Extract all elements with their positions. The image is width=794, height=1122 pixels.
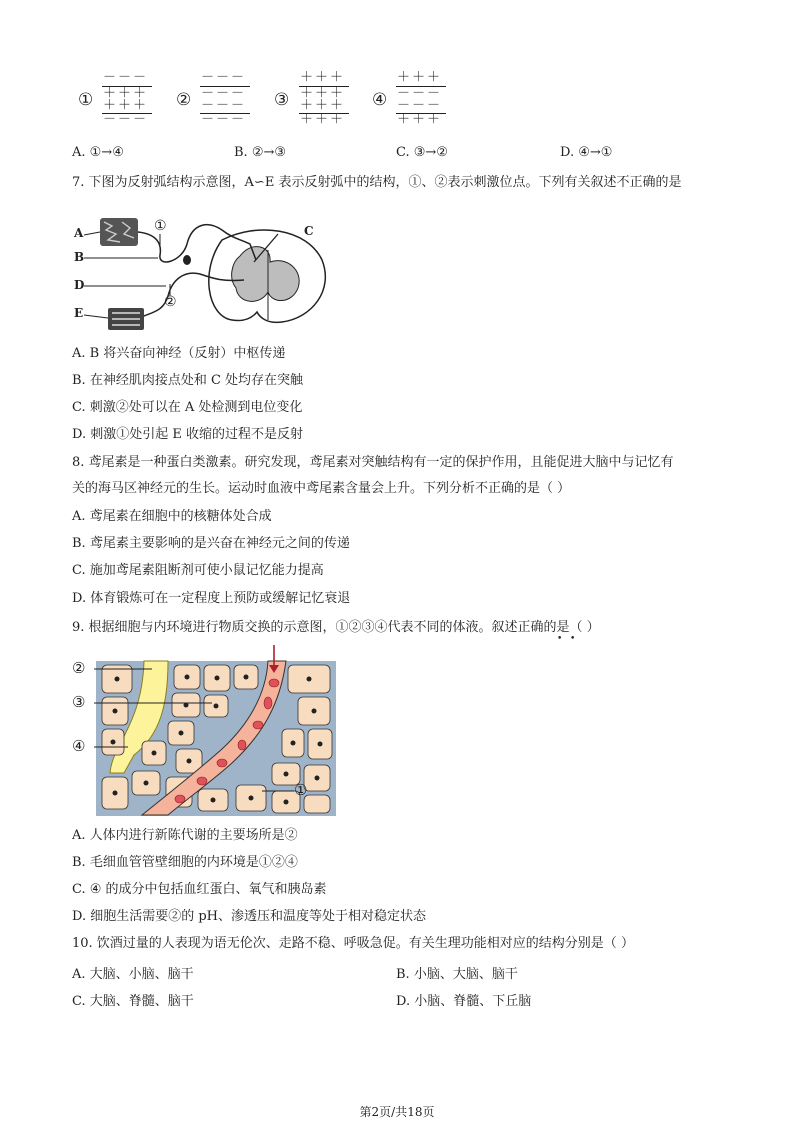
membrane-2-row-3: －－－ <box>201 98 247 113</box>
membrane-3-row-1: ＋＋＋ <box>300 70 346 85</box>
membrane-label-4: ④ <box>372 90 388 110</box>
label-1: ① <box>294 781 308 799</box>
q9-stem: 9. 根据细胞与内环境进行物质交换的示意图，①②③④代表不同的体液。叙述正确的是（ ） <box>72 620 600 635</box>
q8-option-b[interactable]: B. 鸢尾素主要影响的是兴奋在神经元之间的传递 <box>72 536 350 551</box>
label-e: E <box>74 306 84 320</box>
q10-option-d[interactable]: D. 小脑、脊髓、下丘脑 <box>396 994 532 1009</box>
label-a: A <box>74 226 84 240</box>
q8-stem-line-1: 8. 鸢尾素是一种蛋白类激素。研究发现，鸢尾素对突触结构有一定的保护作用，且能促进大脑中与记忆有 <box>72 455 674 470</box>
membrane-1-row-1: －－－ <box>103 70 149 85</box>
q6-option-b[interactable]: B. ②→③ <box>234 145 287 160</box>
q8-stem-line-2: 关的海马区神经元的生长。运动时血液中鸢尾素含量会上升。下列分析不正确的是（ ） <box>72 481 571 496</box>
membrane-4-row-1: ＋＋＋ <box>397 70 443 85</box>
reflex-arc-drawing <box>72 200 332 340</box>
membrane-3-row-4: ＋＋＋ <box>300 112 346 127</box>
q6-option-a[interactable]: A. ①→④ <box>72 145 124 160</box>
membrane-4-row-2: －－－ <box>397 86 443 101</box>
label-point-1: ① <box>154 218 167 234</box>
membrane-2-row-4: －－－ <box>201 112 247 127</box>
ganglion-shape <box>183 255 191 265</box>
receptor-a-shape <box>100 218 138 246</box>
q9-option-b[interactable]: B. 毛细血管管壁细胞的内环境是①②④ <box>72 855 298 870</box>
membrane-4-row-3: －－－ <box>397 98 443 113</box>
label-point-2: ② <box>164 294 177 310</box>
membrane-4-row-4: ＋＋＋ <box>397 112 443 127</box>
label-b: B <box>74 250 85 264</box>
effector-e-shape <box>108 308 144 330</box>
q6-option-d[interactable]: D. ④→① <box>560 145 613 160</box>
spinal-cord-shape <box>209 230 326 322</box>
membrane-label-3: ③ <box>274 90 290 110</box>
q7-option-d[interactable]: D. 刺激①处引起 E 收缩的过程不是反射 <box>72 427 303 442</box>
membrane-label-2: ② <box>176 90 192 110</box>
q10-stem: 10. 饮酒过量的人表现为语无伦次、走路不稳、呼吸急促。有关生理功能相对应的结构分别是（ ） <box>72 936 634 951</box>
q8-option-d[interactable]: D. 体育锻炼可在一定程度上预防或缓解记忆衰退 <box>72 591 351 606</box>
label-4: ④ <box>72 737 86 755</box>
body-fluid-figure <box>72 645 342 820</box>
q8-option-a[interactable]: A. 鸢尾素在细胞中的核糖体处合成 <box>72 509 272 524</box>
label-3: ③ <box>72 693 86 711</box>
membrane-2-row-2: －－－ <box>201 86 247 101</box>
label-2: ② <box>72 659 86 677</box>
q7-option-a[interactable]: A. B 将兴奋向神经（反射）中枢传递 <box>72 346 286 361</box>
label-c: C <box>304 224 314 238</box>
q7-option-b[interactable]: B. 在神经肌肉接点处和 C 处均存在突触 <box>72 373 304 388</box>
q6-option-c[interactable]: C. ③→② <box>396 145 448 160</box>
q10-option-a[interactable]: A. 大脑、小脑、脑干 <box>72 967 194 982</box>
membrane-label-1: ① <box>78 90 94 110</box>
emphasis-dot-1: • <box>557 634 563 644</box>
q7-option-c[interactable]: C. 刺激②处可以在 A 处检测到电位变化 <box>72 400 303 415</box>
q7-stem: 7. 下图为反射弧结构示意图，A∽E 表示反射弧中的结构，①、②表示刺激位点。下列有关叙述不正确的是 <box>72 175 682 190</box>
emphasis-dot-2: • <box>570 634 576 644</box>
label-d: D <box>74 278 85 292</box>
membrane-1-row-3: ＋＋＋ <box>103 98 149 113</box>
membrane-3-row-3: ＋＋＋ <box>300 98 346 113</box>
q9-option-d[interactable]: D. 细胞生活需要②的 pH、渗透压和温度等处于相对稳定状态 <box>72 909 427 924</box>
page-number: 第2页/共18页 <box>359 1105 435 1119</box>
q9-option-a[interactable]: A. 人体内进行新陈代谢的主要场所是② <box>72 828 298 843</box>
q9-option-c[interactable]: C. ④ 的成分中包括血红蛋白、氧气和胰岛素 <box>72 882 327 897</box>
membrane-1-row-4: －－－ <box>103 112 149 127</box>
q10-option-b[interactable]: B. 小脑、大脑、脑干 <box>396 967 518 982</box>
q8-option-c[interactable]: C. 施加鸢尾素阻断剂可使小鼠记忆能力提高 <box>72 563 324 578</box>
membrane-1-row-2: ＋＋＋ <box>103 86 149 101</box>
reflex-arc-figure <box>72 200 332 340</box>
membrane-3-row-2: ＋＋＋ <box>300 86 346 101</box>
membrane-2-row-1: －－－ <box>201 70 247 85</box>
q10-option-c[interactable]: C. 大脑、脊髓、脑干 <box>72 994 194 1009</box>
